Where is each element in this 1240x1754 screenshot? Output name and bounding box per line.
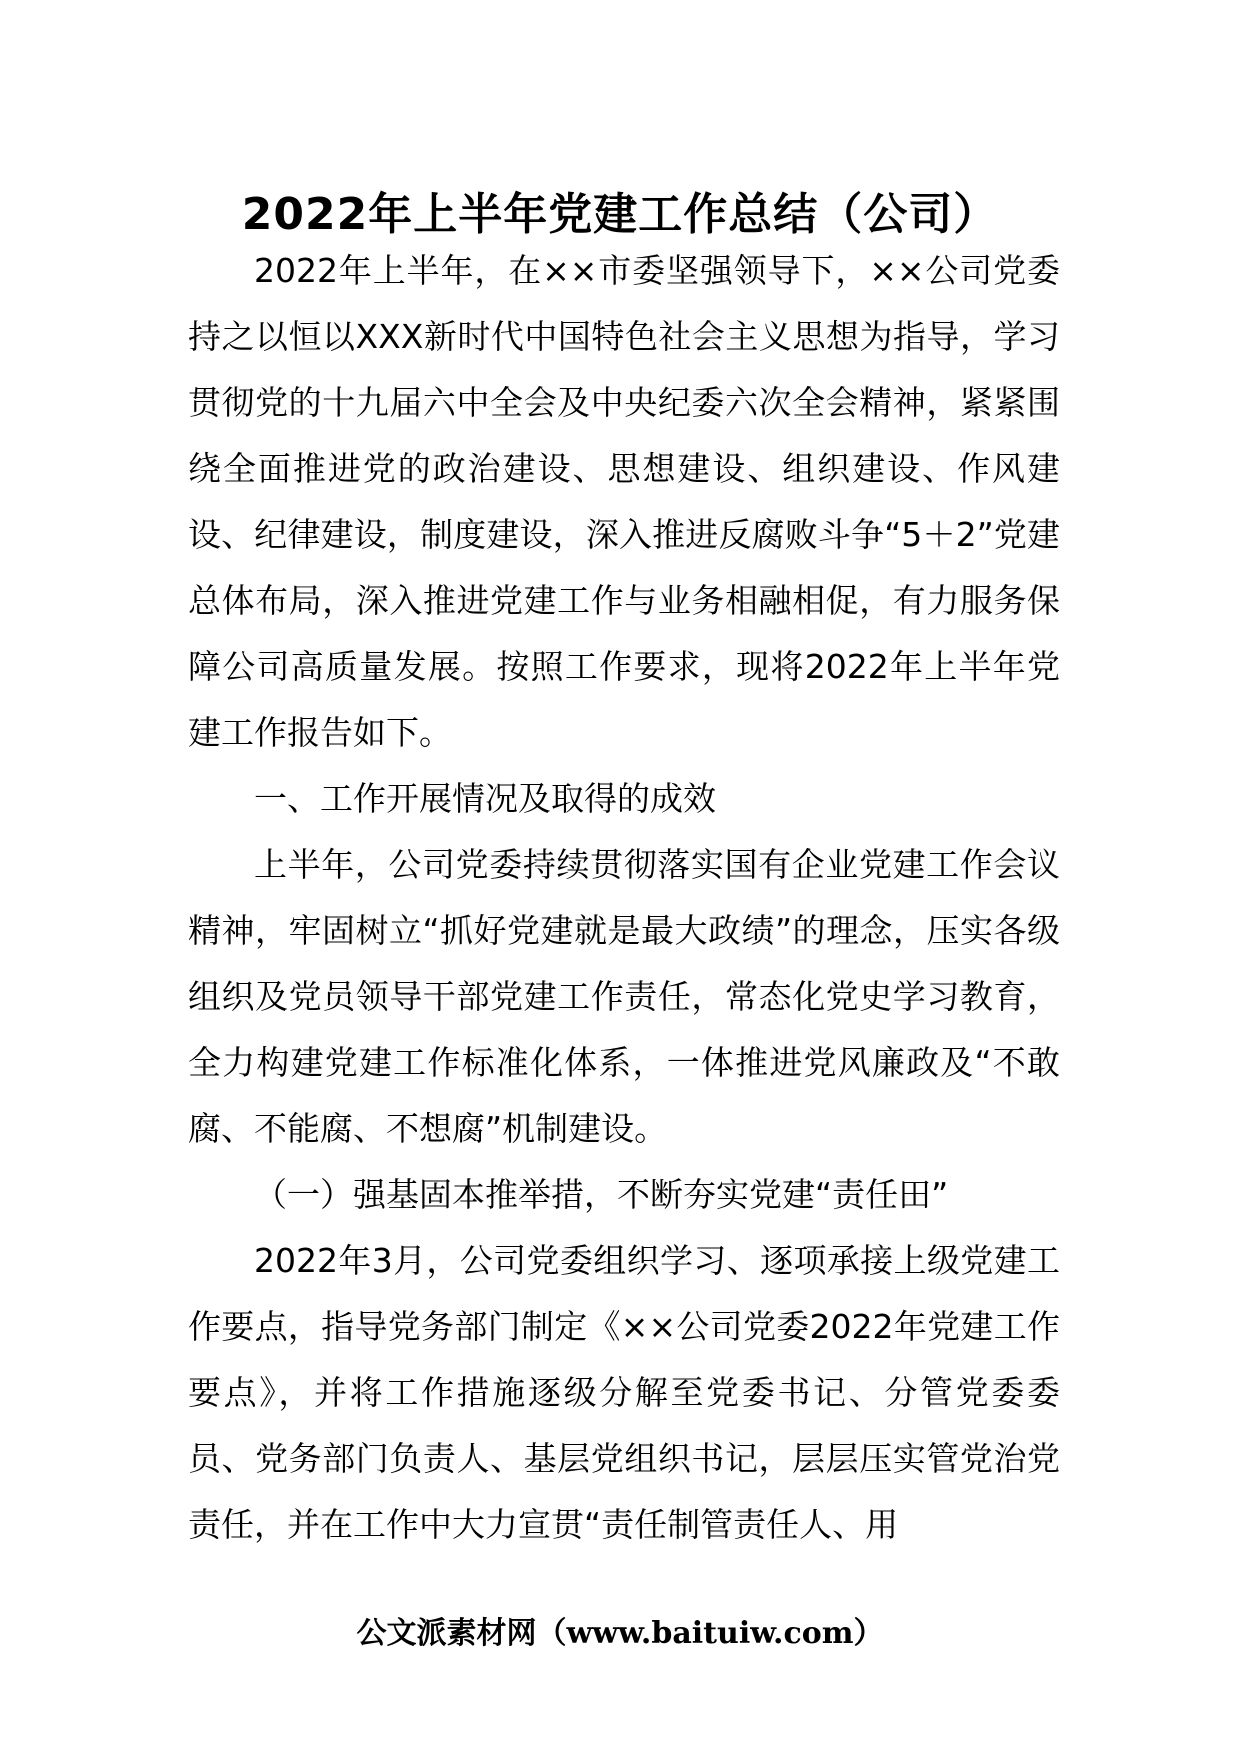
paragraph-section-1: 上半年，公司党委持续贯彻落实国有企业党建工作会议精神，牢固树立“抓好党建就是最大政绩”的理念，压实各级组织及党员领导干部党建工作责任，常态化党史学习教育，全力构建党建工作标准化体系，一体推进党风廉政及“不敢腐、不能腐、不想腐”机制建设。 bbox=[188, 845, 1060, 1148]
document-body bbox=[188, 238, 1060, 1558]
subsection-heading-1: （一）强基固本推举措，不断夯实党建“责任田” bbox=[254, 1175, 949, 1214]
section-heading-1: 一、工作开展情况及取得的成效 bbox=[254, 779, 716, 818]
paragraph-intro: 2022年上半年，在××市委坚强领导下，××公司党委持之以恒以XXX新时代中国特色社会主义思想为指导，学习贯彻党的十九届六中全会及中央纪委六次全会精神，紧紧围绕全面推进党的政治建设、思想建设、组织建设、作风建设、纪律建设，制度建设，深入推进反腐败斗争“5＋2”党建总体布局，深入推进党建工作与业务相融相促，有力服务保障公司高质量发展。按照工作要求，现将2022年上半年党建工作报告如下。 bbox=[188, 251, 1060, 752]
document-title: 2022年上半年党建工作总结（公司） bbox=[241, 189, 999, 240]
paragraph-subsection-1: 2022年3月，公司党委组织学习、逐项承接上级党建工作要点，指导党务部门制定《××公司党委2022年党建工作要点》，并将工作措施逐级分解至党委书记、分管党委委员、党务部门负责人、基层党组织书记，层层压实管党治党责任，并在工作中大力宣贯“责任制管责任人、用 bbox=[188, 1241, 1060, 1544]
footer-watermark: 公文派素材网（www.baituiw.com） bbox=[356, 1616, 884, 1651]
